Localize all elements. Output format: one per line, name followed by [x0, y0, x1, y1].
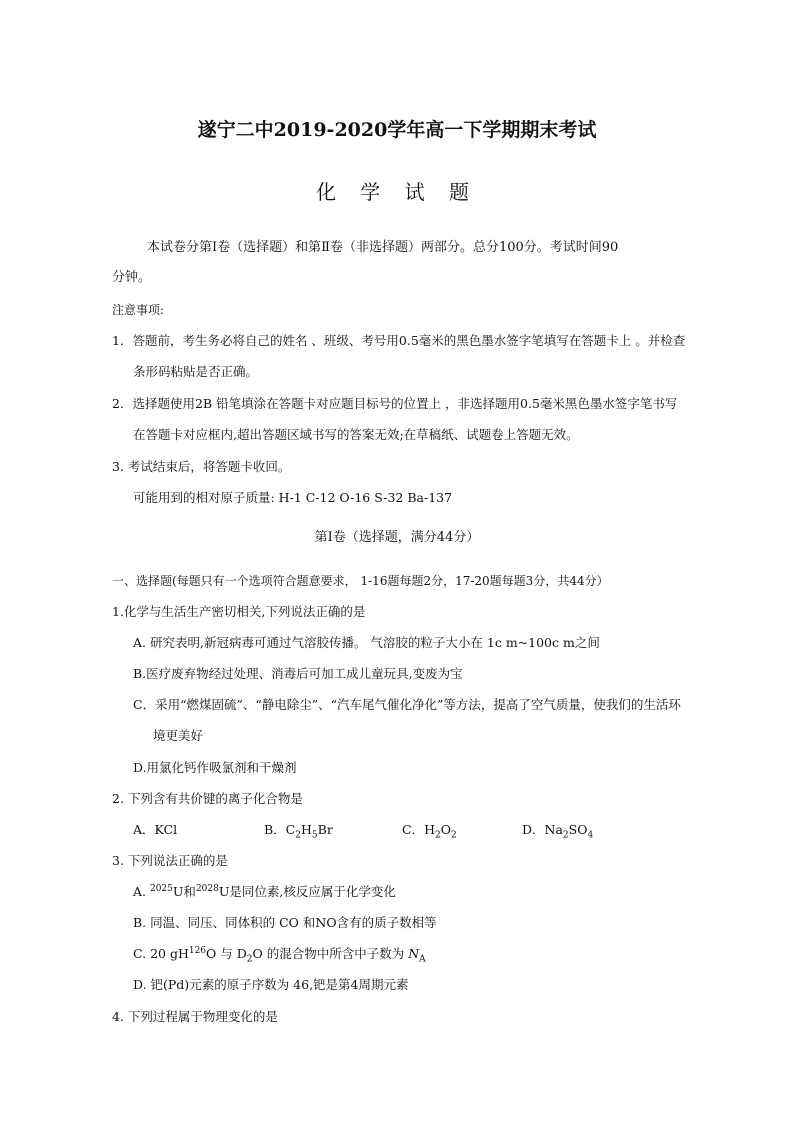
- q1-stem: 1.化学与生活生产密切相关,下列说法正确的是: [112, 604, 366, 619]
- exam-subject: 化 学 试 题: [315, 180, 479, 204]
- notes-item-2-line-2: 在答题卡对应框内,超出答题区域书写的答案无效;在草稿纸、试题卷上答题无效。: [133, 427, 579, 442]
- q1-option-c-line-2: 境更美好: [153, 728, 204, 743]
- section-1-title: 第Ⅰ卷（选择题，满分44分）: [314, 530, 480, 545]
- q2-stem: 2. 下列含有共价键的离子化合物是: [112, 791, 303, 806]
- exam-title: 遂宁二中2019-2020学年高一下学期期末考试: [197, 119, 597, 141]
- q3-option-a: A. $^{2025}$U和$^{2028}$U是同位素,核反应属于化学变化: [133, 883, 396, 899]
- q2-option-c: C．$H_2O_2$: [402, 822, 457, 841]
- q2-option-b: B．$C_2H_5Br$: [264, 822, 333, 841]
- atomic-masses: 可能用到的相对原子质量: H-1 C-12 O-16 S-32 Ba-137: [133, 490, 453, 505]
- notes-heading: 注意事项:: [112, 303, 165, 317]
- section-1-instruction: 一、选择题(每题只有一个选项符合题意要求， 1-16题每题2分，17-20题每题3分，共44分）: [112, 574, 609, 588]
- q1-option-a: A. 研究表明,新冠病毒可通过气溶胶传播。 气溶胶的粒子大小在 1c m~100c m之间: [133, 635, 600, 650]
- q3-option-d: D. 钯(Pd)元素的原子序数为 46,钯是第4周期元素: [133, 977, 409, 992]
- q3-option-b: B. 同温、同压、同体积的 CO 和NO含有的质子数相等: [133, 915, 437, 930]
- q3-stem: 3. 下列说法正确的是: [112, 853, 228, 868]
- q2-option-a: A．KCl: [133, 822, 178, 837]
- notes-item-1-line-2: 条形码粘贴是否正确。: [133, 364, 259, 379]
- q2-option-d: D．$Na_2SO_4$: [522, 822, 594, 841]
- notes-item-1-line-1: 1．答题前，考生务必将自己的姓名 、班级、考号用0.5毫米的黑色墨水签字笔填写在答题卡上 。并检查: [112, 333, 686, 348]
- q1-option-d: D.用氯化钙作吸氯剂和干燥剂: [133, 760, 297, 775]
- notes-item-3: 3. 考试结束后，将答题卡收回。: [112, 459, 291, 474]
- intro-line-2: 分钟。: [112, 270, 152, 285]
- intro-line-1: 本试卷分第Ⅰ卷（选择题）和第Ⅱ卷（非选择题）两部分。总分100分。考试时间90: [147, 240, 619, 255]
- q4-stem: 4. 下列过程属于物理变化的是: [112, 1009, 278, 1024]
- q1-option-c-line-1: C．采用“燃煤固硫”、“静电除尘”、“汽车尾气催化净化”等方法，提高了空气质量，使我们的生活环: [133, 697, 681, 712]
- notes-item-2-line-1: 2．选择题使用2B 铅笔填涂在答题卡对应题目标号的位置上 ，非选择题用0.5毫米黑色墨水签字笔书写: [112, 396, 678, 411]
- q3-option-c: C. 20 $gH^{126}O$ 与 $D_2O$ 的混合物中所含中子数为 $N_A$: [133, 945, 426, 965]
- q1-option-b: B.医疗废弃物经过处理、消毒后可加工成儿童玩具,变废为宝: [133, 666, 463, 681]
